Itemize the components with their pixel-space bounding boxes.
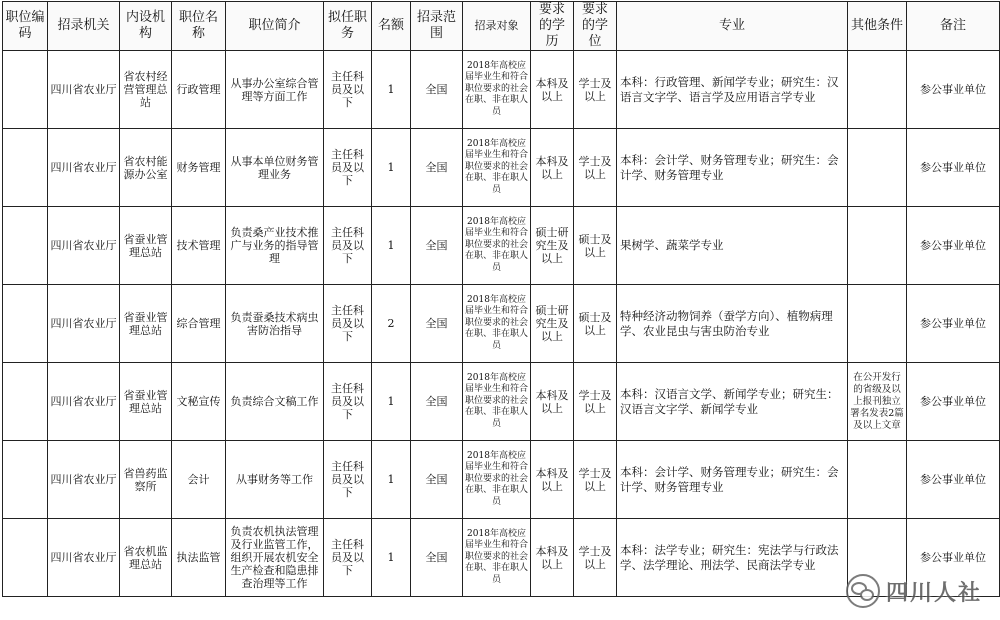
cell-target: 2018年高校应届毕业生和符合职位要求的社会在职、非在职人员	[463, 285, 531, 363]
watermark-text: 四川人社	[885, 580, 982, 606]
cell-quota: 1	[372, 441, 411, 519]
cell-degree: 学士及以上	[574, 51, 617, 129]
cell-agency: 四川省农业厅	[48, 51, 120, 129]
cell-department: 省蚕业管理总站	[120, 363, 172, 441]
cell-major: 本科：会计学、财务管理专业；研究生：会计学、财务管理专业	[617, 129, 848, 207]
header-quota: 名额	[372, 2, 411, 51]
header-major: 专业	[617, 2, 848, 51]
cell-rank: 主任科员及以下	[324, 51, 372, 129]
header-scope: 招录范围	[411, 2, 463, 51]
cell-description: 负责桑产业技术推广与业务的指导管理	[226, 207, 324, 285]
cell-remark: 参公事业单位	[907, 519, 1000, 597]
cell-other: 在公开发行的省级及以上报刊独立署名发表2篇及以上文章	[848, 363, 907, 441]
cell-other	[848, 129, 907, 207]
cell-other	[848, 51, 907, 129]
cell-description: 从事本单位财务管理业务	[226, 129, 324, 207]
table-row	[3, 129, 1000, 207]
cell-degree: 学士及以上	[574, 441, 617, 519]
cell-rank: 主任科员及以下	[324, 285, 372, 363]
cell-major: 本科：法学专业；研究生：宪法学与行政法学、法学理论、刑法学、民商法学专业	[617, 519, 848, 597]
cell-other	[848, 285, 907, 363]
cell-degree: 学士及以上	[574, 363, 617, 441]
cell-quota: 2	[372, 285, 411, 363]
cell-code	[3, 51, 48, 129]
header-rank: 拟任职务	[324, 2, 372, 51]
cell-major: 果树学、蔬菜学专业	[617, 207, 848, 285]
cell-education: 硕士研究生及以上	[531, 207, 574, 285]
cell-description: 负责综合文稿工作	[226, 363, 324, 441]
cell-rank: 主任科员及以下	[324, 519, 372, 597]
cell-code	[3, 129, 48, 207]
cell-position: 文秘宣传	[172, 363, 226, 441]
cell-department: 省农机监理总站	[120, 519, 172, 597]
cell-target: 2018年高校应届毕业生和符合职位要求的社会在职、非在职人员	[463, 363, 531, 441]
cell-target: 2018年高校应届毕业生和符合职位要求的社会在职、非在职人员	[463, 129, 531, 207]
wechat-icon	[846, 574, 880, 608]
header-row	[3, 2, 1000, 51]
table-row	[3, 441, 1000, 519]
cell-target: 2018年高校应届毕业生和符合职位要求的社会在职、非在职人员	[463, 207, 531, 285]
cell-scope: 全国	[411, 285, 463, 363]
cell-remark: 参公事业单位	[907, 51, 1000, 129]
table-row	[3, 207, 1000, 285]
cell-scope: 全国	[411, 363, 463, 441]
cell-scope: 全国	[411, 129, 463, 207]
cell-department: 省蚕业管理总站	[120, 285, 172, 363]
table-row	[3, 285, 1000, 363]
cell-rank: 主任科员及以下	[324, 207, 372, 285]
cell-other	[848, 207, 907, 285]
cell-department: 省兽药监察所	[120, 441, 172, 519]
cell-major: 本科：会计学、财务管理专业；研究生：会计学、财务管理专业	[617, 441, 848, 519]
header-degree: 要求的学位	[574, 2, 617, 51]
cell-agency: 四川省农业厅	[48, 207, 120, 285]
header-department: 内设机构	[120, 2, 172, 51]
cell-major: 特种经济动物饲养（蚕学方向）、植物病理学、农业昆虫与害虫防治专业	[617, 285, 848, 363]
cell-department: 省农村经营管理总站	[120, 51, 172, 129]
cell-target: 2018年高校应届毕业生和符合职位要求的社会在职、非在职人员	[463, 51, 531, 129]
header-position: 职位名称	[172, 2, 226, 51]
cell-agency: 四川省农业厅	[48, 363, 120, 441]
cell-degree: 学士及以上	[574, 129, 617, 207]
header-remark: 备注	[907, 2, 1000, 51]
cell-agency: 四川省农业厅	[48, 129, 120, 207]
cell-education: 本科及以上	[531, 51, 574, 129]
cell-education: 本科及以上	[531, 519, 574, 597]
cell-position: 综合管理	[172, 285, 226, 363]
cell-code	[3, 519, 48, 597]
cell-code	[3, 363, 48, 441]
table-row	[3, 51, 1000, 129]
cell-description: 负责农机执法管理及行业监管工作，组织开展农机安全生产检查和隐患排查治理等工作	[226, 519, 324, 597]
cell-major: 本科：行政管理、新闻学专业；研究生：汉语言文字学、语言学及应用语言学专业	[617, 51, 848, 129]
cell-code	[3, 207, 48, 285]
cell-description: 从事办公室综合管理等方面工作	[226, 51, 324, 129]
cell-rank: 主任科员及以下	[324, 363, 372, 441]
cell-quota: 1	[372, 51, 411, 129]
cell-agency: 四川省农业厅	[48, 519, 120, 597]
cell-remark: 参公事业单位	[907, 363, 1000, 441]
cell-target: 2018年高校应届毕业生和符合职位要求的社会在职、非在职人员	[463, 519, 531, 597]
table-row	[3, 363, 1000, 441]
cell-agency: 四川省农业厅	[48, 285, 120, 363]
cell-quota: 1	[372, 207, 411, 285]
cell-position: 执法监管	[172, 519, 226, 597]
cell-scope: 全国	[411, 441, 463, 519]
cell-degree: 硕士及以上	[574, 285, 617, 363]
cell-major: 本科：汉语言文学、新闻学专业；研究生：汉语言文字学、新闻学专业	[617, 363, 848, 441]
cell-rank: 主任科员及以下	[324, 129, 372, 207]
cell-description: 负责蚕桑技术病虫害防治指导	[226, 285, 324, 363]
watermark	[846, 574, 982, 608]
cell-quota: 1	[372, 129, 411, 207]
cell-scope: 全国	[411, 519, 463, 597]
cell-education: 本科及以上	[531, 129, 574, 207]
cell-code	[3, 441, 48, 519]
cell-education: 本科及以上	[531, 441, 574, 519]
cell-scope: 全国	[411, 207, 463, 285]
cell-agency: 四川省农业厅	[48, 441, 120, 519]
cell-target: 2018年高校应届毕业生和符合职位要求的社会在职、非在职人员	[463, 441, 531, 519]
header-agency: 招录机关	[48, 2, 120, 51]
cell-degree: 硕士及以上	[574, 207, 617, 285]
cell-education: 硕士研究生及以上	[531, 285, 574, 363]
header-education: 要求的学历	[531, 2, 574, 51]
cell-position: 财务管理	[172, 129, 226, 207]
header-code: 职位编码	[3, 2, 48, 51]
cell-department: 省农村能源办公室	[120, 129, 172, 207]
cell-quota: 1	[372, 519, 411, 597]
cell-remark: 参公事业单位	[907, 129, 1000, 207]
cell-remark: 参公事业单位	[907, 207, 1000, 285]
cell-scope: 全国	[411, 51, 463, 129]
header-other: 其他条件	[848, 2, 907, 51]
cell-degree: 学士及以上	[574, 519, 617, 597]
cell-description: 从事财务等工作	[226, 441, 324, 519]
cell-remark: 参公事业单位	[907, 441, 1000, 519]
cell-code	[3, 285, 48, 363]
cell-quota: 1	[372, 363, 411, 441]
header-target: 招录对象	[463, 2, 531, 51]
recruitment-table	[2, 1, 1000, 597]
cell-position: 行政管理	[172, 51, 226, 129]
cell-other	[848, 441, 907, 519]
cell-position: 技术管理	[172, 207, 226, 285]
cell-rank: 主任科员及以下	[324, 441, 372, 519]
cell-department: 省蚕业管理总站	[120, 207, 172, 285]
cell-position: 会计	[172, 441, 226, 519]
header-description: 职位简介	[226, 2, 324, 51]
cell-remark: 参公事业单位	[907, 285, 1000, 363]
cell-education: 本科及以上	[531, 363, 574, 441]
